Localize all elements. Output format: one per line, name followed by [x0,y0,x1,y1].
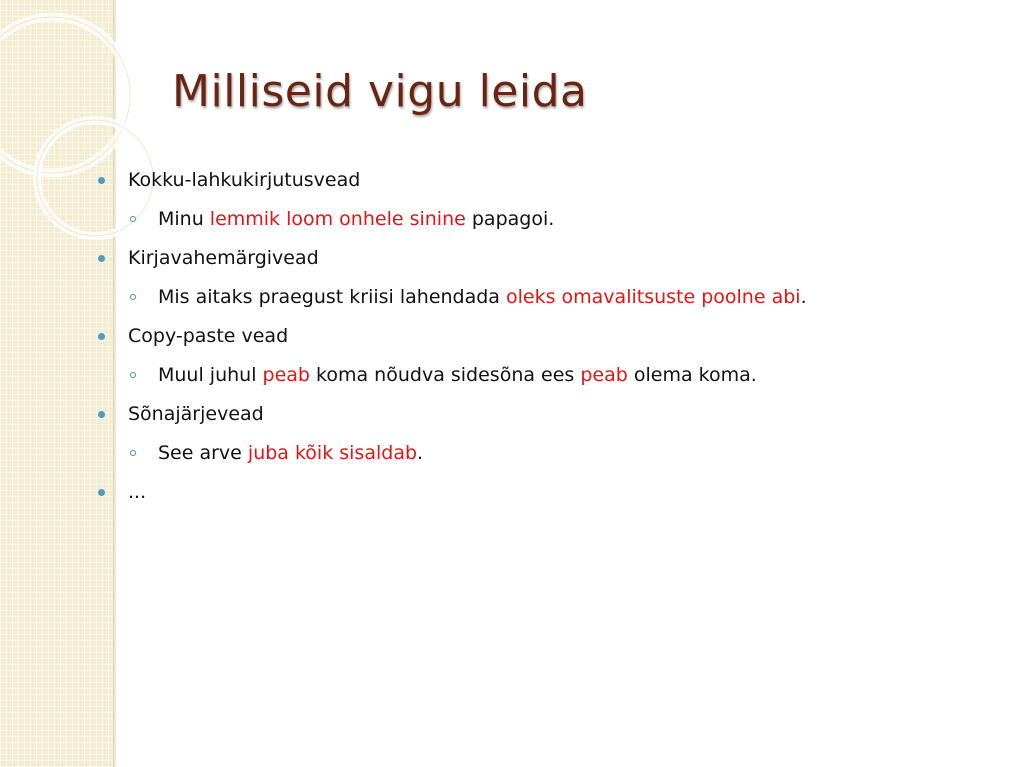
bullet-ring-icon [130,294,136,300]
bullet-ring-icon [130,372,136,378]
example-text-after: olema koma. [627,364,757,386]
example-error-highlight: juba kõik sisaldab [247,442,418,464]
example-error-highlight: oleks omavalitsuste poolne abi [506,286,801,308]
bullet-text: Kokku-lahkukirjutusvead [128,169,361,191]
example-text-before: See arve [158,442,248,464]
example-text-after: . [800,286,807,308]
slide-title: Milliseid vigu leida [172,66,588,117]
bullet-list [97,166,997,517]
bullet-dot-icon [98,489,105,496]
bullet-item-copy-paste [97,322,997,361]
bullet-text: Copy-paste vead [128,325,289,347]
example-text-after: papagoi. [465,208,555,230]
bullet-text: Sõnajärjevead [128,403,264,425]
example-error-highlight: lemmik loom onhele sinine [209,208,466,230]
bullet-item-ellipsis [97,478,997,517]
example-error-highlight-2: peab [580,364,628,386]
example-text-before: Mis aitaks praegust kriisi lahendada [158,286,506,308]
bullet-item-kirjavahemargid [97,244,997,283]
example-error-highlight: peab [262,364,310,386]
example-text-before: Minu [158,208,210,230]
bullet-dot-icon [98,255,105,262]
example-text-middle: koma nõudva sidesõna ees [310,364,581,386]
bullet-text: Kirjavahemärgivead [128,247,319,269]
bullet-item-kokku-lahku [97,166,997,205]
bullet-text: ... [128,481,147,503]
bullet-ring-icon [130,450,136,456]
bullet-dot-icon [98,411,105,418]
sub-bullet-item [97,205,997,244]
bullet-dot-icon [98,177,105,184]
example-text-before: Muul juhul [158,364,263,386]
sub-bullet-item [97,361,997,400]
example-text-after: . [417,442,424,464]
bullet-dot-icon [98,333,105,340]
bullet-ring-icon [130,216,136,222]
sub-bullet-item [97,439,997,478]
sub-bullet-item [97,283,997,322]
bullet-item-sonajarg [97,400,997,439]
